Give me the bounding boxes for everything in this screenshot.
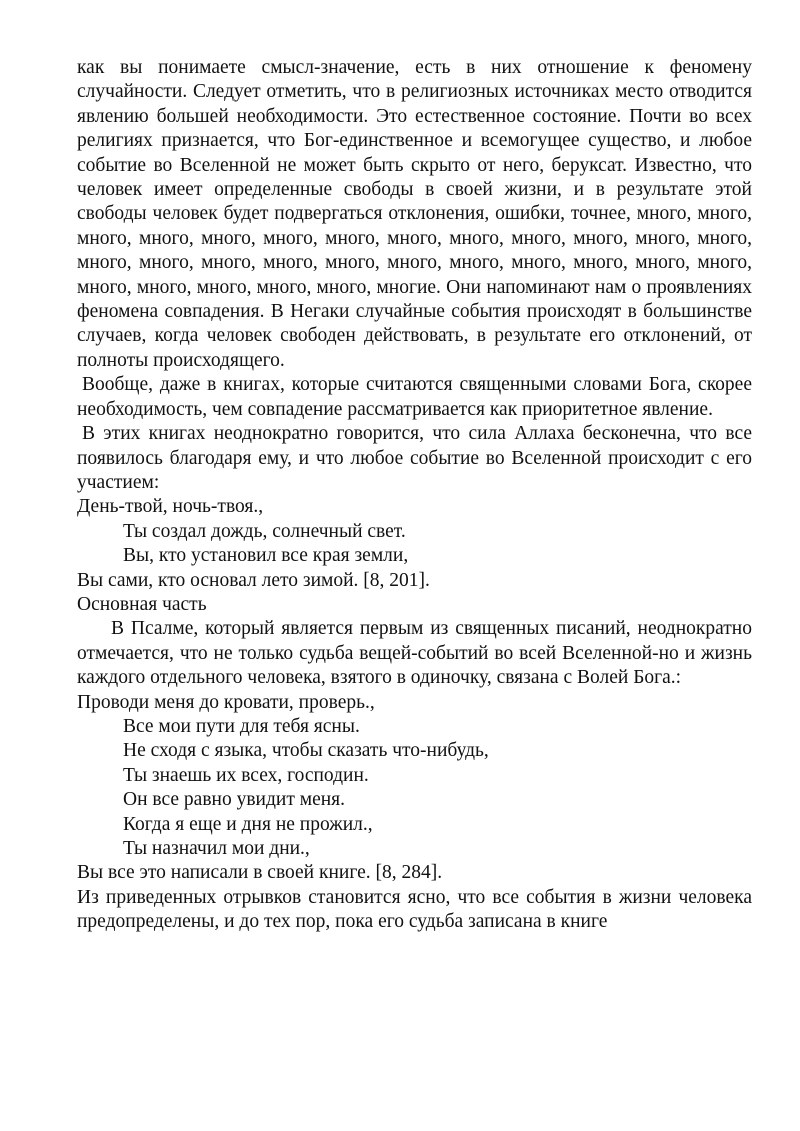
paragraph-predestination: Из приведенных отрывков становится ясно, что все события в жизни человека предопределены, и до тех пор, пока его судьба записана в книге: [77, 886, 752, 933]
paragraph-power-of-allah: В этих книгах неоднократно говорится, что сила Аллаха бесконечна, что все появилось благодаря ему, и что любое событие во Вселенной происходит с его участием:: [77, 423, 752, 493]
section-heading: Основная часть: [77, 593, 207, 615]
paragraph-holy-books: Вообще, даже в книгах, которые считаются священными словами Бога, скорее необходимость, чем совпадение рассматривается как приоритетное явление.: [77, 374, 752, 420]
quote-line: Проводи меня до кровати, проверь.,: [77, 691, 375, 713]
quote-block-2: [77, 691, 752, 886]
document-page: [77, 56, 752, 935]
paragraph-psalm: В Псалме, который является первым из священных писаний, неоднократно отмечается, что не только судьба вещей-событий во всей Вселенной-но и жизнь каждого отдельного человека, взятого в одиночку, связана с Волей Бога.:: [77, 618, 752, 689]
quote-line: Все мои пути для тебя ясны.: [123, 715, 360, 737]
quote-block-1: [77, 495, 752, 593]
quote-line: Не сходя с языка, чтобы сказать что-нибудь,: [123, 740, 489, 762]
quote-line: Он все равно увидит меня.: [123, 789, 346, 811]
quote-line: Вы, кто установил все края земли,: [123, 545, 409, 567]
quote-line: Ты назначил мои дни.,: [123, 838, 310, 859]
quote-line: Ты знаешь их всех, господин.: [123, 764, 369, 786]
paragraph-randomness-in-religion: как вы понимаете смысл-значение, есть в них отношение к феномену случайности. Следует отметить, что в религиозных источниках место отводится явлению большей необходимости. Это естественное состояние. Почти во всех религиях признается, что Бог-единственное и всемогущее существо, и любое событие во Вселенной не может быть скрыто от него, беруксат. Известно, что человек имеет определенные свободы в своей жизни, и в результате этой свободы человек будет подвергаться отклонения, ошибки, точнее, много, много, много, много, много, много, много, много, много, много, много, много, много, много, много, много, много, много, много, много, много, много, много, много, много, много, много, много, много, многие. Они напоминают нам о проявлениях феномена совпадения. В Негаки случайные события происходят в большинстве случаев, когда человек свободен действовать, в результате его отклонений, от полноты происходящего.: [77, 57, 752, 371]
quote-line: День-твой, ночь-твоя.,: [77, 496, 264, 518]
quote-line: Когда я еще и дня не прожил.,: [123, 813, 373, 835]
quote-line-with-citation: Вы все это написали в своей книге. [8, 284].: [77, 862, 443, 884]
quote-line-with-citation: Вы сами, кто основал лето зимой. [8, 201].: [77, 569, 430, 591]
quote-line: Ты создал дождь, солнечный свет.: [123, 520, 406, 542]
